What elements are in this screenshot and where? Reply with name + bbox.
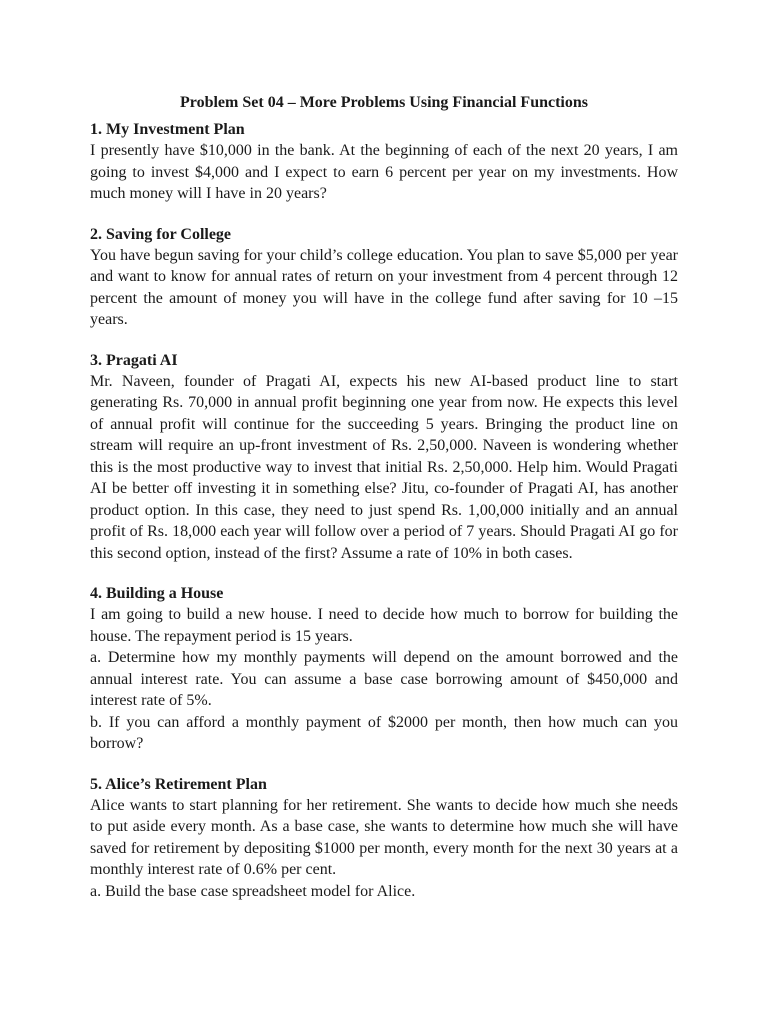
section-investment-plan — [90, 120, 678, 205]
section-alice-retirement-plan — [90, 775, 678, 903]
section-saving-for-college — [90, 225, 678, 331]
section-heading: 4. Building a House — [90, 585, 224, 602]
section-paragraph: a. Build the base case spreadsheet model for Alice. — [90, 882, 416, 900]
section-paragraph: You have begun saving for your child’s college education. You plan to save $5,000 per year and want to know for annual rates of return on your investment from 4 percent through 12 percent the amount of money you will have in the college fund after saving for 10 –15 years. — [90, 246, 678, 328]
section-paragraph: Alice wants to start planning for her retirement. She wants to decide how much she needs to put aside every month. As a base case, she wants to determine how much she will have saved for retirement by depositing $1000 per month, every month for the next 30 years at a monthly interest rate of 0.6% per cent. — [90, 796, 678, 878]
section-paragraph: b. If you can afford a monthly payment of $2000 per month, then how much can you borrow? — [90, 713, 678, 752]
page-title: Problem Set 04 – More Problems Using Financial Functions — [180, 94, 588, 111]
document-page — [90, 92, 678, 922]
section-paragraph: Mr. Naveen, founder of Pragati AI, expects his new AI-based product line to start generating Rs. 70,000 in annual profit beginning one year from now. He expects this level of annual profit will continue for the succeeding 5 years. Bringing the product line on stream will require an up-front investment of Rs. 2,50,000. Naveen is wondering whether this is the most productive way to invest that initial Rs. 2,50,000. Help him. Would Pragati AI be better off investing it in something else? Jitu, co-founder of Pragati AI, has another product option. In this case, they need to just spend Rs. 1,00,000 initially and an annual profit of Rs. 18,000 each year will follow over a period of 7 years. Should Pragati AI go for this second option, instead of the first? Assume a rate of 10% in both cases. — [90, 372, 678, 562]
section-heading: 3. Pragati AI — [90, 351, 178, 369]
section-heading: 1. My Investment Plan — [90, 121, 245, 138]
section-pragati-ai — [90, 351, 678, 565]
section-heading: 2. Saving for College — [90, 225, 232, 243]
section-heading: 5. Alice’s Retirement Plan — [90, 775, 267, 793]
section-paragraph: I am going to build a new house. I need to decide how much to borrow for building the house. The repayment period is 15 years. — [90, 606, 678, 645]
section-building-a-house — [90, 584, 678, 755]
section-paragraph: a. Determine how my monthly payments will depend on the amount borrowed and the annual interest rate. You can assume a base case borrowing amount of $450,000 and interest rate of 5%. — [90, 649, 678, 709]
section-paragraph: I presently have $10,000 in the bank. At the beginning of each of the next 20 years, I am going to invest $4,000 and I expect to earn 6 percent per year on my investments. How much money will I have in 20 years? — [90, 142, 678, 202]
